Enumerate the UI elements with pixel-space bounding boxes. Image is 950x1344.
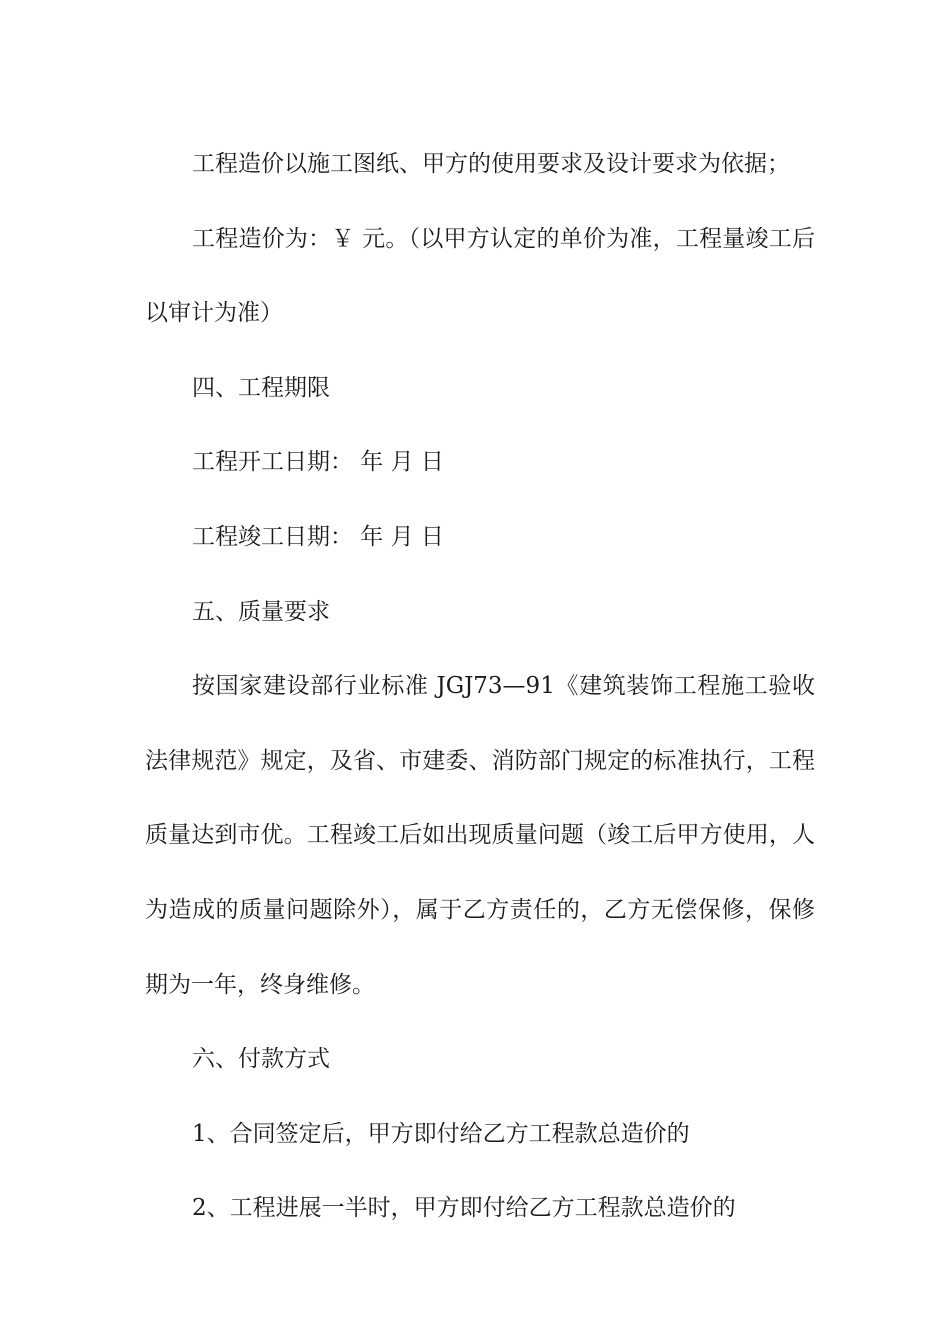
section-heading-payment: 六、付款方式 [192, 1046, 330, 1073]
paragraph-cost-amount: 工程造价为：￥ 元。（以甲方认定的单价为准，工程量竣工后以审计为准） [145, 225, 815, 327]
paragraph-payment-2: 2、工程进展一半时，甲方即付给乙方工程款总造价的 [192, 1195, 736, 1222]
paragraph-completion-date: 工程竣工日期： 年 月 日 [192, 523, 444, 550]
paragraph-quality-standard: 按国家建设部行业标准 JGJ73—91《建筑装饰工程施工验收法律规范》规定，及省、市建委、消防部门规定的标准执行，工程质量达到市优。工程竣工后如出现质量问题（竣工后甲方使用，人为造成的质量问题除外），属于乙方责任的，乙方无偿保修，保修期为一年，终身维修。 [145, 673, 815, 998]
section-heading-quality: 五、质量要求 [192, 598, 330, 625]
paragraph-payment-1: 1、合同签定后，甲方即付给乙方工程款总造价的 [192, 1120, 690, 1147]
paragraph-start-date: 工程开工日期： 年 月 日 [192, 449, 444, 476]
section-heading-schedule: 四、工程期限 [192, 374, 330, 401]
paragraph-cost-basis: 工程造价以施工图纸、甲方的使用要求及设计要求为依据； [192, 151, 790, 177]
document-body [145, 127, 815, 1246]
